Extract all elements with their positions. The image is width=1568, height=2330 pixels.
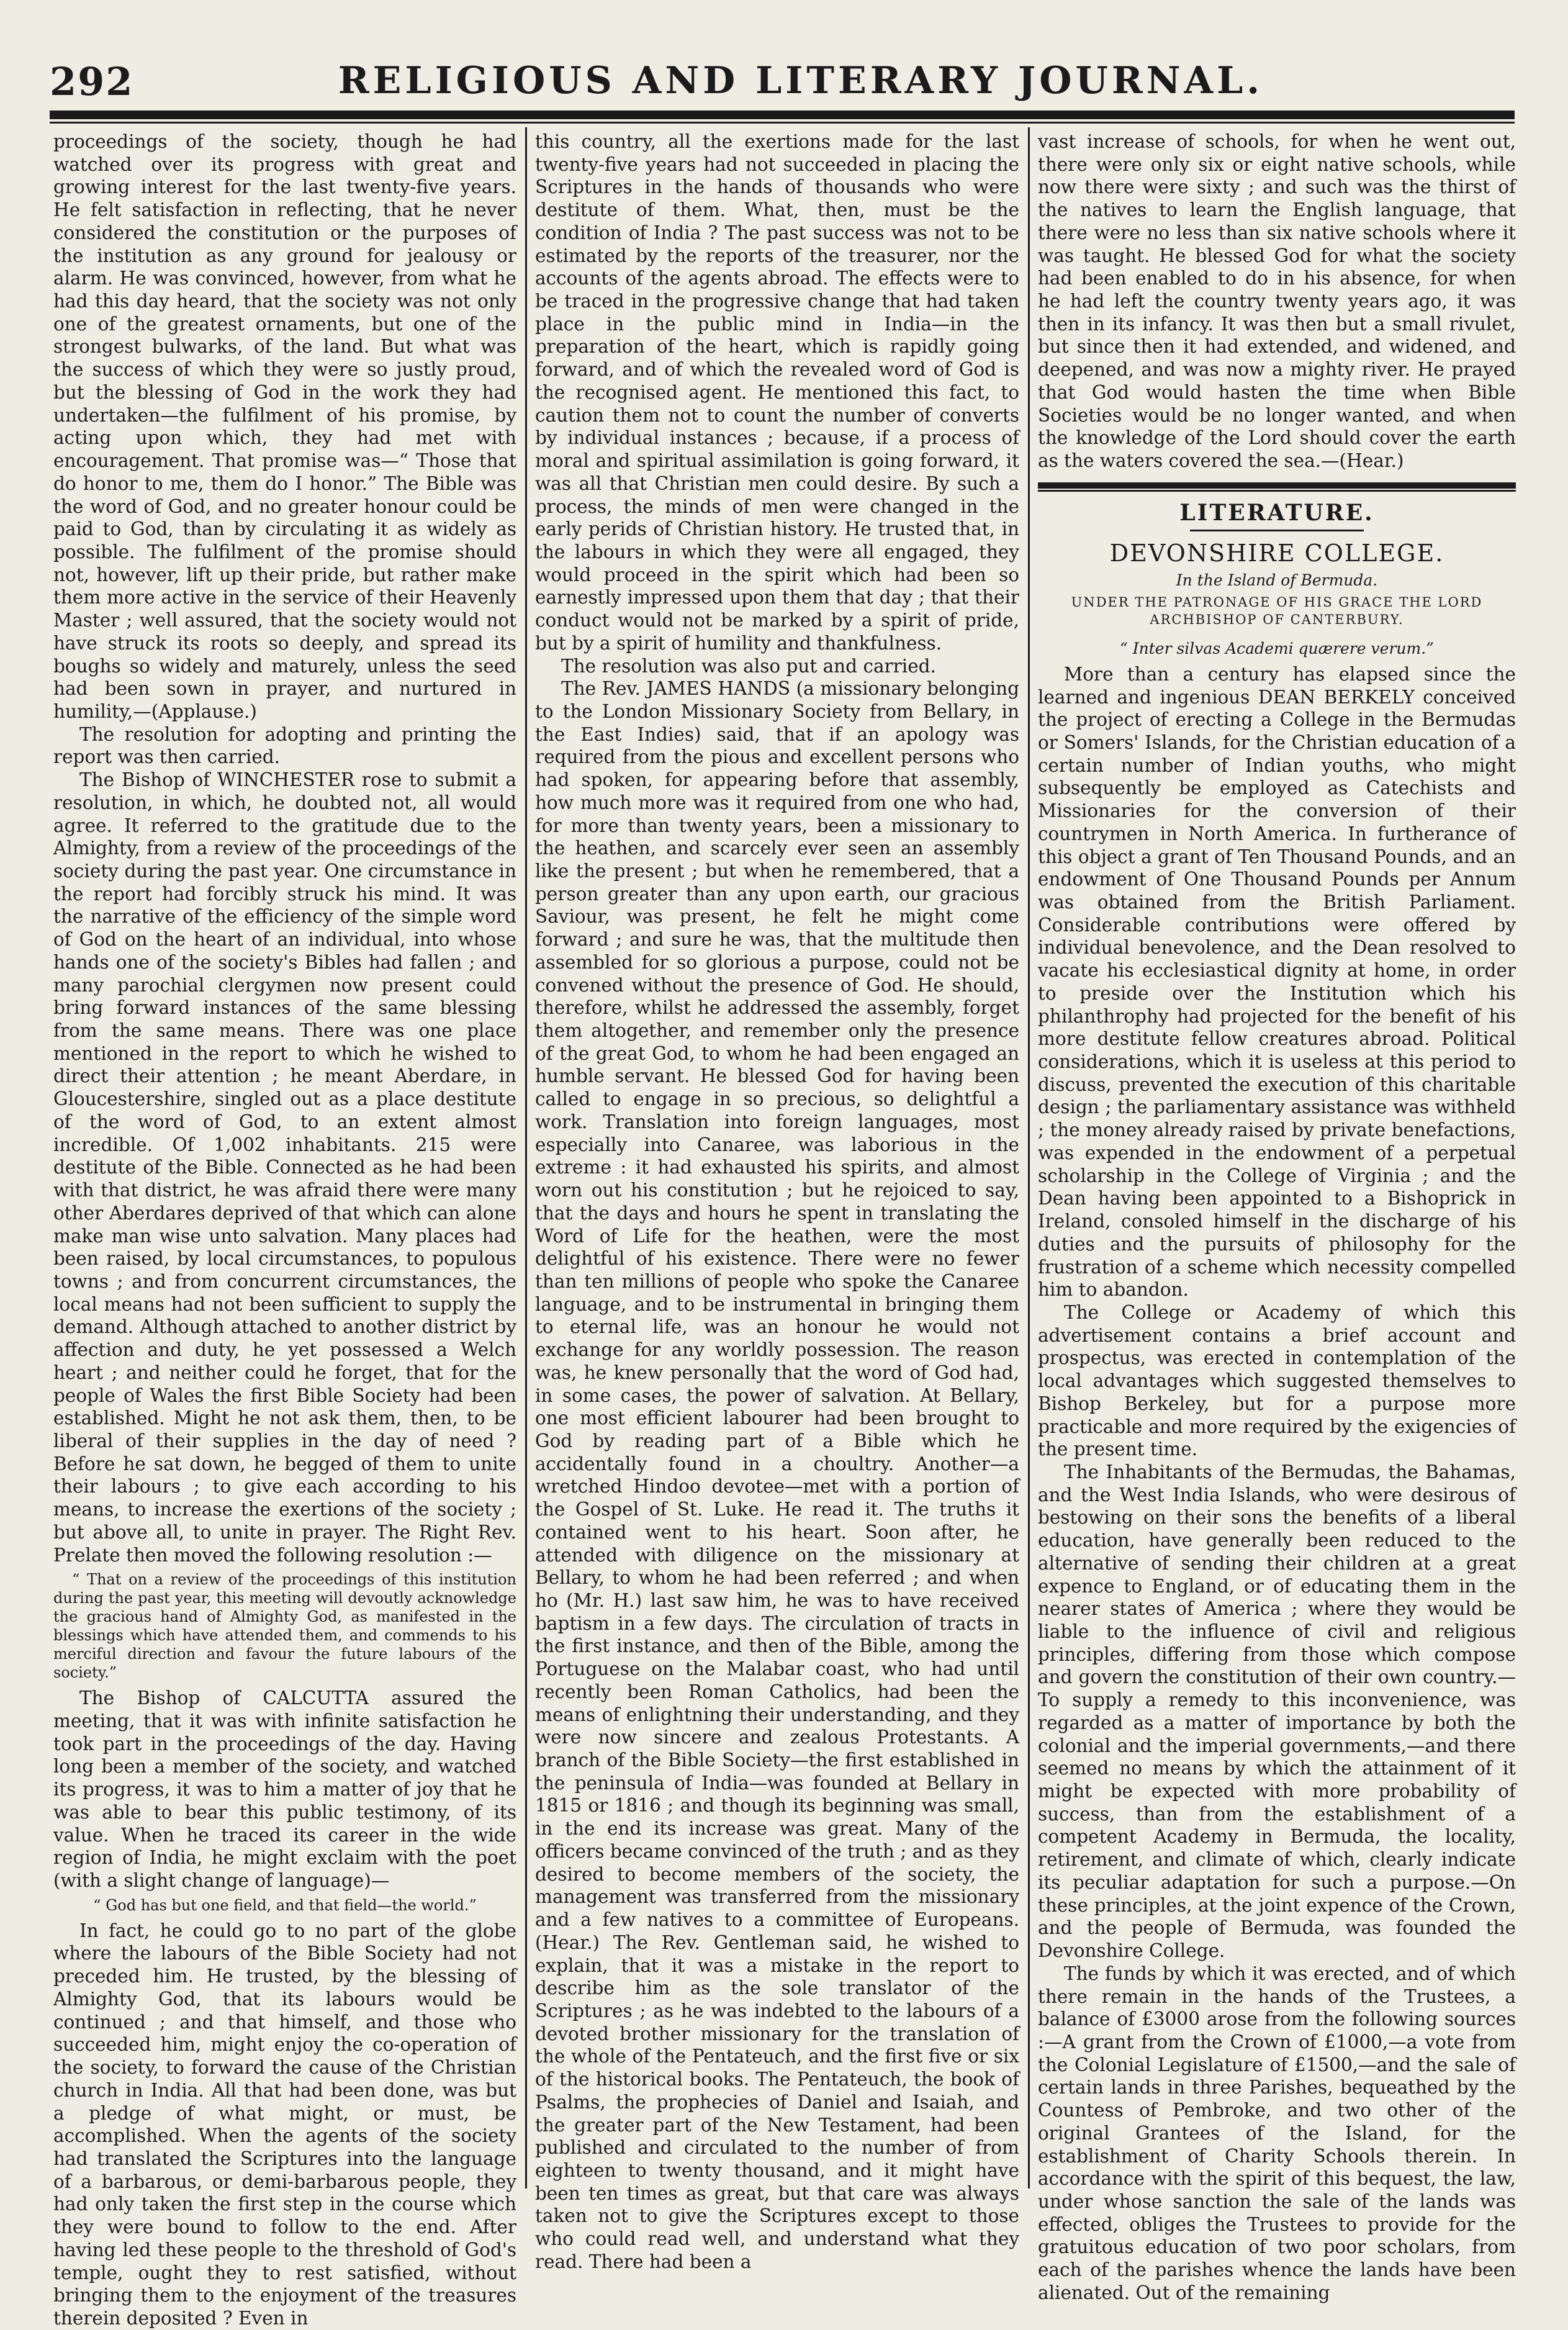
paragraph: this country, all the exertions made for the last twenty-five years had not succeeded in placing the Scriptures in the hands of thousands who were destitute of them. What, then, must be the condition of India ? The past success was not to be estimated by the reports of the treasurer, nor the accounts of the agents abroad. The effects were to be traced in the progressive change that had taken place in the public mind in India—in the preparation of the heart, which is rapidly going forward, and of which the revealed word of God is the recognised agent. He mentioned this fact, to caution them not to count the number of converts by individual instances ; because, if a process of moral and spiritual assimilation is going forward, it was all that Christian men could desire. By such a process, the minds of men were changed in the early perids of Christian history. He trusted that, in the labours in which they were all engaged, they would proceed in the spirit which had been so earnestly impressed upon them that day ; that their conduct would not be marked by a spirit of pride, but by a spirit of humility and thankfulness.: [535, 131, 1019, 654]
column-divider-2: [1028, 127, 1030, 2188]
column-1: [53, 130, 516, 2329]
paragraph: The funds by which it was erected, and of which there remain in the hands of the Trustees, a balance of £3000 arose from the following sources :—A grant from the Crown of £1000,—a vote from the Colonial Legislature of £1500,—and the sale of certain lands in three Parishes, bequeathed by the Countess of Pembroke, and two other of the original Grantees of the Island, for the establishment of Charity Schools therein. In accordance with the spirit of this bequest, the law, under whose sanction the sale of the lands was effected, obliges the Trustees to provide for the gratuitous education of two poor scholars, from each of the parishes whence the lands have been alienated. Out of the remaining: [1038, 1962, 1516, 2303]
paragraph: The College or Academy of which this advertisement contains a brief account and prospectus, was erected in contemplation of the local advantages which suggested themselves to Bishop Berkeley, but for a purpose more practicable and more required by the exigencies of the present time.: [1038, 1301, 1516, 1460]
running-head: RELIGIOUS AND LITERARY JOURNAL.: [338, 59, 1264, 102]
section-rule-thin: [1038, 490, 1516, 492]
page-number: 292: [50, 59, 134, 104]
paragraph: More than a century has elapsed since the learned and ingenious DEAN BERKELY conceived the project of erecting a College in the Bermudas or Somers' Islands, for the Christian education of a certain number of Indian youths, who might subsequently be employed as Catechists and Missionaries for the conversion of their countrymen in North America. In furtherance of this object a grant of Ten Thousand Pounds, and an endowment of One Thousand Pounds per Annum was obtained from the British Parliament. Considerable contributions were offered by individual benevolence, and the Dean resolved to vacate his ecclesiastical dignity at home, in order to preside over the Institution which his philanthrophy had projected for the benefit of his more destitute fellow creatures abroad. Political considerations, which it is useless at this period to discuss, prevented the execution of this charitable design ; the parliamentary assistance was withheld ; the money already raised by private benefactions, was expended in the endowment of a perpetual scholarship in the College of Virginia ; and the Dean having been appointed to a Bishoprick in Ireland, consoled himself in the discharge of his duties and the pursuits of philosophy for the frustration of a scheme which necessity compelled him to abandon.: [1038, 663, 1516, 1301]
paragraph: The resolution for adopting and printing the report was then carried.: [53, 723, 516, 768]
poet-quote: “ God has but one field, and that field—the world.”: [93, 1896, 477, 1914]
paragraph: The Bishop of WINCHESTER rose to submit a resolution, in which, he doubted not, all would agree. It referred to the gratitude due to the Almighty, from a review of the proceedings of the society during the past year. One circumstance in the report had forcibly struck his mind. It was the narrative of the efficiency of the simple word of God on the heart of an individual, into whose hands one of the society's Bibles had fallen ; and many parochial clergymen now present could bring forward instances of the same blessing from the same means. There was one place mentioned in the report to which he wished to direct their attention ; he meant Aberdare, in Gloucestershire, singled out as a place destitute of the word of God, to an extent almost incredible. Of 1,002 inhabitants. 215 were destitute of the Bible. Connected as he had been with that district, he was afraid there were many other Aberdares deprived of that which can alone make man wise unto salvation. Many places had been raised, by local circumstances, to populous towns ; and from concurrent circumstances, the local means had not been sufficient to supply the demand. Although attached to another district by affection and duty, he yet possessed a Welch heart ; and neither could he forget, that for the people of Wales the first Bible Society had been established. Might he not ask them, then, to be liberal of their supplies in the day of need ? Before he sat down, he begged of them to unite their labours ; to give each according to his means, to increase the exertions of the society ; but above all, to unite in prayer. The Right Rev. Prelate then moved the following resolution :—: [53, 769, 516, 1566]
column-divider-1: [525, 127, 527, 2188]
article-title: DEVONSHIRE COLLEGE.: [1109, 539, 1444, 567]
column-2: [535, 130, 1019, 2272]
header-rule-thin: [50, 122, 1515, 124]
paragraph: The Inhabitants of the Bermudas, the Bahamas, and the West India Islands, who were desirous of bestowing on their sons the benefits of a liberal education, have generally been reduced to the alternative of sending their children at a great expence to England, or of educating them in the nearer states of America ; where they would be liable to the influence of civil and religious principles, differing from those which compose and govern the constitution of their own country.—To supply a remedy to this inconvenience, was regarded as a matter of importance by both the colonial and the imperial governments,—and there seemed no means by which the attainment of it might be expected with more probability of success, than from the establishment of a competent Academy in Bermuda, the locality, retirement, and climate of which, clearly indicate its peculiar adaptation for such a purpose.—On these principles, at the joint expence of the Crown, and the people of Bermuda, was founded the Devonshire College.: [1038, 1461, 1516, 1962]
article-motto: “ Inter silvas Academi quærere verum.”: [1120, 639, 1434, 657]
paragraph: vast increase of schools, for when he went out, there were only six or eight native schools, while now there were sixty ; and such was the thirst of the natives to learn the English language, that there were no less than six native schools where it was taught. He blessed God for what the society had been enabled to do in his absence, for when he had left the country twenty years ago, it was then in its infancy. It was then but a small rivulet, but since then it had extended, and widened, and deepened, and was now a mighty river. He prayed that God would hasten the time when Bible Societies would be no longer wanted, and when the knowledge of the Lord should cover the earth as the waters covered the sea.—(Hear.): [1038, 131, 1516, 472]
article-patronage: UNDER THE PATRONAGE OF HIS GRACE THE LORD ARCHBISHOP OF CANTERBURY.: [1071, 595, 1483, 628]
resolution-quote: “ That on a review of the proceedings of this institution during the past year, this meeting will devoutly acknowledge the gracious hand of Almighty God, as manifested in the blessings which have attended them, and commends to his merciful direction and favour the future labours of the society.”: [53, 1571, 516, 1682]
column-3: [1038, 130, 1516, 2303]
article-subtitle: In the Island of Bermuda.: [1176, 571, 1378, 589]
section-title: LITERATURE.: [1179, 499, 1374, 526]
header-rule-thick: [50, 111, 1515, 119]
paragraph: In fact, he could go to no part of the globe where the labours of the Bible Society had not preceded him. He trusted, by the blessing of Almighty God, that its labours would be continued ; and that himself, and those who succeeded him, might enjoy the co-operation of the society, to forward the cause of the Christian church in India. All that had been done, was but a pledge of what might, or must, be accomplished. When the agents of the society had translated the Scriptures into the language of a barbarous, or demi-barbarous people, they had only taken the first step in the course which they were bound to follow to the end. After having led these people to the threshold of God's temple, ought they to rest satisfied, without bringing them to the enjoyment of the treasures therein deposited ? Even in: [53, 1920, 516, 2329]
paragraph: The Rev. JAMES HANDS (a missionary belonging to the London Missionary Society from Bellary, in the East Indies) said, that if an apology was required from the pious and excellent persons who had spoken, for appearing before that assembly, how much more was it required from one who had, for more than twenty years, been a missionary to the heathen, and scarcely ever seen an assembly like the present ; but when he remembered, that a person greater than any upon earth, our gracious Saviour, was present, he felt he might come forward ; and sure he was, that the multitude then assembled for so glorious a purpose, could not be convened without the presence of God. He should, therefore, whilst he addressed the assembly, forget them altogether, and remember only the presence of the great God, to whom he had been engaged an humble servant. He blessed God for having been called to engage in so precious, so delightful a work. Translation into foreign languages, most especially into Canaree, was laborious in the extreme : it had exhausted his spirits, and almost worn out his constitution ; but he rejoiced to say, that the days and hours he spent in translating the Word of Life for the heathen, were the most delightful of his existence. There were no fewer than ten millions of people who spoke the Canaree language, and to be instrumental in bringing them to eternal life, was an honour he would not exchange for any worldly possession. The reason was, he knew personally that the word of God had, in some cases, the power of salvation. At Bellary, one most efficient labourer had been brought to God by reading part of a Bible which he accidentally found in a choultry. Another—a wretched Hindoo devotee—met with a portion of the Gospel of St. Luke. He read it. The truths it contained went to his heart. Soon after, he attended with diligence on the missionary at Bellary, to whom he had been referred ; and when ho (Mr. H.) last saw him, he was to have received baptism in a few days. The circulation of tracts in the first instance, and then of the Bible, among the Portuguese on the Malabar coast, who had until recently been Roman Catholics, had been the means of enlightning their understanding, and they were now sincere and zealous Protestants. A branch of the Bible Society—the first established in the peninsula of India—was founded at Bellary in 1815 or 1816 ; and though its beginning was small, in the end its increase was great. Many of the officers became convinced of the truth ; and as they desired to become members of the society, the management was transferred from the missionary and a few natives to a committee of Europeans. (Hear.) The Rev. Gentleman said, he wished to explain, that it was a mistake in the report to describe him as the sole translator of the Scriptures ; as he was indebted to the labours of a devoted brother missionary for the translation of the whole of the Pentateuch, and the first five or six of the historical books. The Pentateuch, the book of Psalms, the prophecies of Daniel and Isaiah, and the greater part of the New Testament, had been published and circulated to the number of from eighteen to twenty thousand, and it might have been ten times as great, but that care was always taken not to give the Scriptures except to those who could read well, and understand what they read. There had been a: [535, 678, 1019, 2272]
paragraph: The Bishop of CALCUTTA assured the meeting, that it was with infinite satisfaction he took part in the proceedings of the day. Having long been a member of the society, and watched its progress, it was to him a matter of joy that he was able to bear this public testimony, of its value. When he traced its career in the wide region of India, he might exclaim with the poet (with a slight change of language)—: [53, 1687, 516, 1892]
paragraph: The resolution was also put and carried.: [561, 655, 936, 677]
paragraph: proceedings of the society, though he had watched over its progress with great and growing interest for the last twenty-five years. He felt satisfaction in reflecting, that he never considered the constitution or the purposes of the institution as any ground for jealousy or alarm. He was convinced, however, from what he had this day heard, that the society was not only one of the greatest ornaments, but one of the strongest bulwarks, of the land. But what was the success of which they were so justly proud, but the blessing of God in the work they had undertaken—the fulfilment of his promise, by acting upon which, they had met with encouragement. That promise was—“ Those that do honor to me, them do I honor.” The Bible was the word of God, and no greater honour could be paid to God, than by circulating it as widely as possible. The fulfilment of the promise should not, however, lift up their pride, but rather make them more active in the service of their Heavenly Master ; well assured, that the society would not have struck its roots so deeply, and spread its boughs so widely and maturely, unless the seed had been sown in prayer, and nurtured in humility,—(Applause.): [53, 131, 516, 722]
section-short-rule: [1190, 530, 1364, 531]
section-rule-thick: [1038, 482, 1516, 489]
